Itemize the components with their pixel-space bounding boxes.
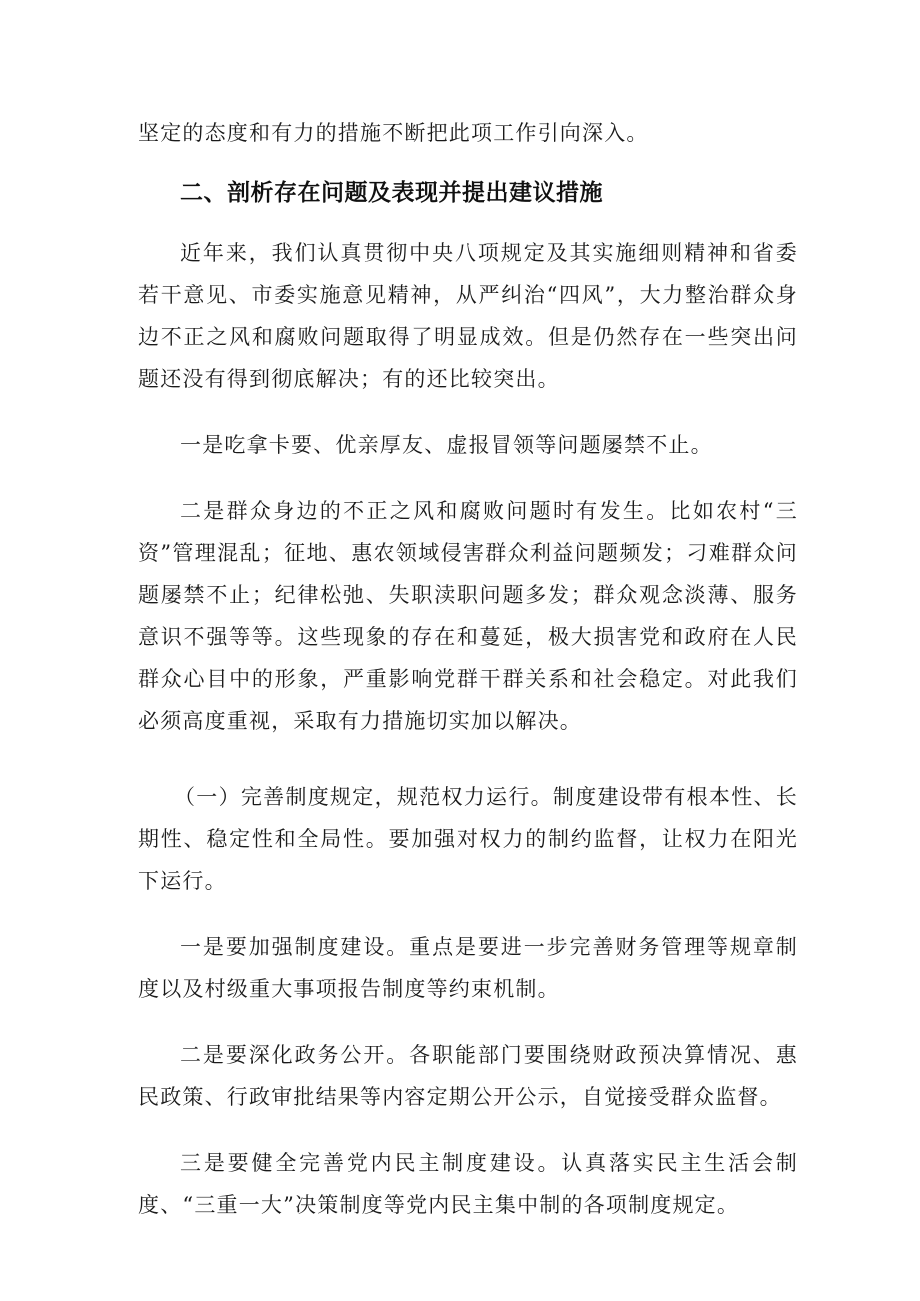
paragraph-measure-one: 一是要加强制度建设。重点是要进一步完善财务管理等规章制度以及村级重大事项报告制度等约束机制。 — [138, 935, 798, 1001]
paragraph-problem-two: 二是群众身边的不正之风和腐败问题时有发生。比如农村“三资”管理混乱；征地、惠农领域侵害群众利益问题频发；刁难群众问题屡禁不止；纪律松弛、失职渎职问题多发；群众观念淡薄、服务意识不强等等。这些现象的存在和蔓延，极大损害党和政府在人民群众心目中的形象，严重影响党群干群关系和社会稳定。对此我们必须高度重视，采取有力措施切实加以解决。 — [138, 499, 798, 733]
paragraph-continuation: 坚定的态度和有力的措施不断把此项工作引向深入。 — [138, 121, 649, 145]
document-body — [138, 112, 798, 1226]
paragraph-measure-three: 三是要健全完善党内民主制度建设。认真落实民主生活会制度、“三重一大”决策制度等党内民主集中制的各项制度规定。 — [138, 1151, 798, 1217]
paragraph-intro: 近年来，我们认真贯彻中央八项规定及其实施细则精神和省委若干意见、市委实施意见精神，从严纠治“四风”，大力整治群众身边不正之风和腐败问题取得了明显成效。但是仍然存在一些突出问题还没有得到彻底解决；有的还比较突出。 — [138, 241, 798, 391]
paragraph-problem-one: 一是吃拿卡要、优亲厚友、虚报冒领等问题屡禁不止。 — [180, 433, 713, 457]
paragraph-measure-heading: （一）完善制度规定，规范权力运行。制度建设带有根本性、长期性、稳定性和全局性。要加强对权力的制约监督，让权力在阳光下运行。 — [138, 785, 798, 893]
section-heading: 二、剖析存在问题及表现并提出建议措施 — [180, 180, 603, 206]
paragraph-measure-two: 二是要深化政务公开。各职能部门要围绕财政预决算情况、惠民政策、行政审批结果等内容定期公开公示，自觉接受群众监督。 — [138, 1043, 798, 1109]
